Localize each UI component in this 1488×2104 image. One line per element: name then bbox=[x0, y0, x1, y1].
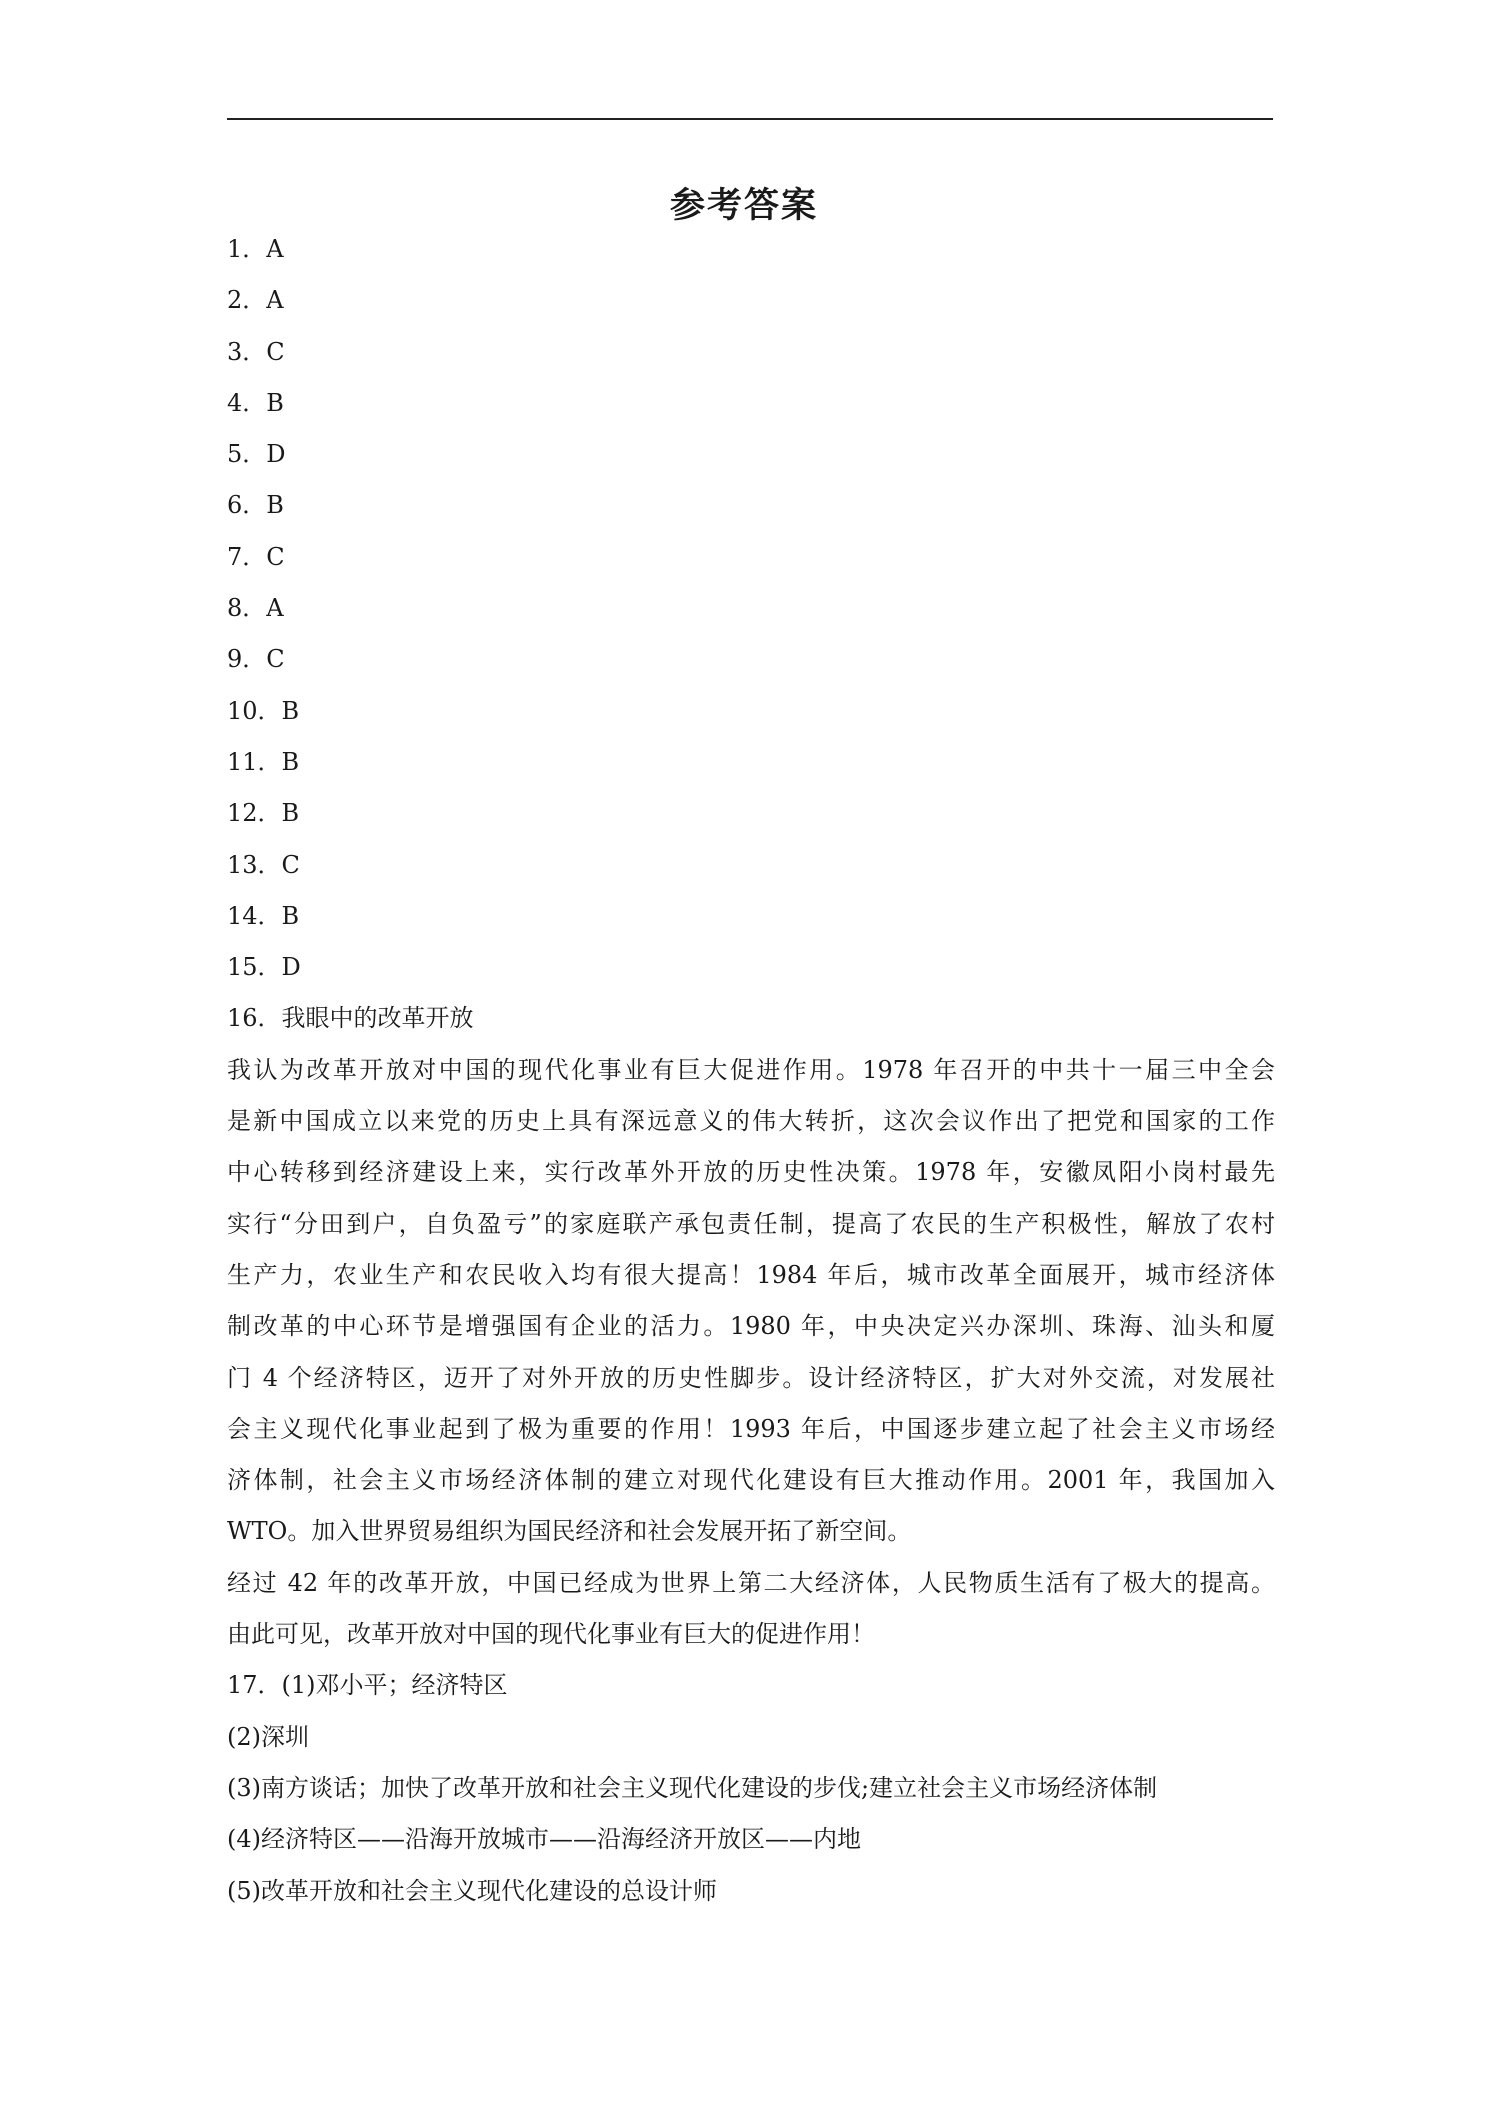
answer-item: 11．B bbox=[227, 747, 300, 776]
answer-item: 10．B bbox=[227, 696, 300, 725]
essay-line: 我认为改革开放对中国的现代化事业有巨大促进作用。1978 年召开的中共十一届三中全会 bbox=[227, 1055, 1275, 1084]
answer-content bbox=[227, 224, 1275, 1917]
essay-line: 中心转移到经济建设上来，实行改革外开放的历史性决策。1978 年，安徽凤阳小岗村最先 bbox=[227, 1158, 1275, 1187]
answer-item: 6．B bbox=[227, 491, 284, 520]
essay-line: 是新中国成立以来党的历史上具有深远意义的伟大转折，这次会议作出了把党和国家的工作 bbox=[227, 1107, 1275, 1136]
essay-line: 实行“分田到户，自负盈亏”的家庭联产承包责任制，提高了农民的生产积极性，解放了农村 bbox=[227, 1209, 1275, 1238]
answer-item: 5．D bbox=[227, 440, 286, 469]
essay-line: WTO。加入世界贸易组织为国民经济和社会发展开拓了新空间。 bbox=[227, 1517, 912, 1546]
answer-item: 8．A bbox=[227, 594, 284, 623]
q16-heading: 16．我眼中的改革开放 bbox=[227, 1004, 474, 1033]
answer-item: 1．A bbox=[227, 235, 284, 263]
essay-line: 经过 42 年的改革开放，中国已经成为世界上第二大经济体，人民物质生活有了极大的提高。 bbox=[227, 1568, 1275, 1597]
answer-item: 14．B bbox=[227, 901, 300, 930]
q17-answer-4: (4)经济特区——沿海开放城市——沿海经济开放区——内地 bbox=[227, 1825, 861, 1854]
answer-item: 15．D bbox=[227, 953, 301, 982]
q16-essay-paragraph-2 bbox=[227, 1558, 1275, 1661]
q16-essay-paragraph-1 bbox=[227, 1045, 1275, 1558]
answer-item: 13．C bbox=[227, 850, 300, 879]
q17-answer-1: 17．(1)邓小平；经济特区 bbox=[227, 1671, 508, 1700]
essay-line: 门 4 个经济特区，迈开了对外开放的历史性脚步。设计经济特区，扩大对外交流，对发展社 bbox=[227, 1363, 1275, 1392]
answer-item: 3．C bbox=[227, 337, 285, 366]
answer-item: 12．B bbox=[227, 799, 300, 828]
header-rule bbox=[227, 118, 1273, 120]
q17-answer-5: (5)改革开放和社会主义现代化建设的总设计师 bbox=[227, 1876, 717, 1905]
answer-item: 7．C bbox=[227, 542, 285, 571]
essay-line: 生产力，农业生产和农民收入均有很大提高！1984 年后，城市改革全面展开，城市经济体 bbox=[227, 1260, 1275, 1289]
essay-line: 会主义现代化事业起到了极为重要的作用！1993 年后，中国逐步建立起了社会主义市场经 bbox=[227, 1414, 1275, 1443]
essay-line: 制改革的中心环节是增强国有企业的活力。1980 年，中央决定兴办深圳、珠海、汕头和厦 bbox=[227, 1312, 1275, 1341]
essay-line: 济体制，社会主义市场经济体制的建立对现代化建设有巨大推动作用。2001 年，我国加入 bbox=[227, 1466, 1275, 1495]
answer-item: 2．A bbox=[227, 286, 284, 315]
q17-answer-2: (2)深圳 bbox=[227, 1722, 309, 1751]
essay-line: 由此可见，改革开放对中国的现代化事业有巨大的促进作用！ bbox=[227, 1620, 875, 1649]
page-title: 参考答案 bbox=[669, 186, 818, 226]
q17-answer-3: (3)南方谈话；加快了改革开放和社会主义现代化建设的步伐;建立社会主义市场经济体制 bbox=[227, 1773, 1158, 1802]
answer-item: 4．B bbox=[227, 388, 284, 417]
answer-item: 9．C bbox=[227, 645, 285, 674]
